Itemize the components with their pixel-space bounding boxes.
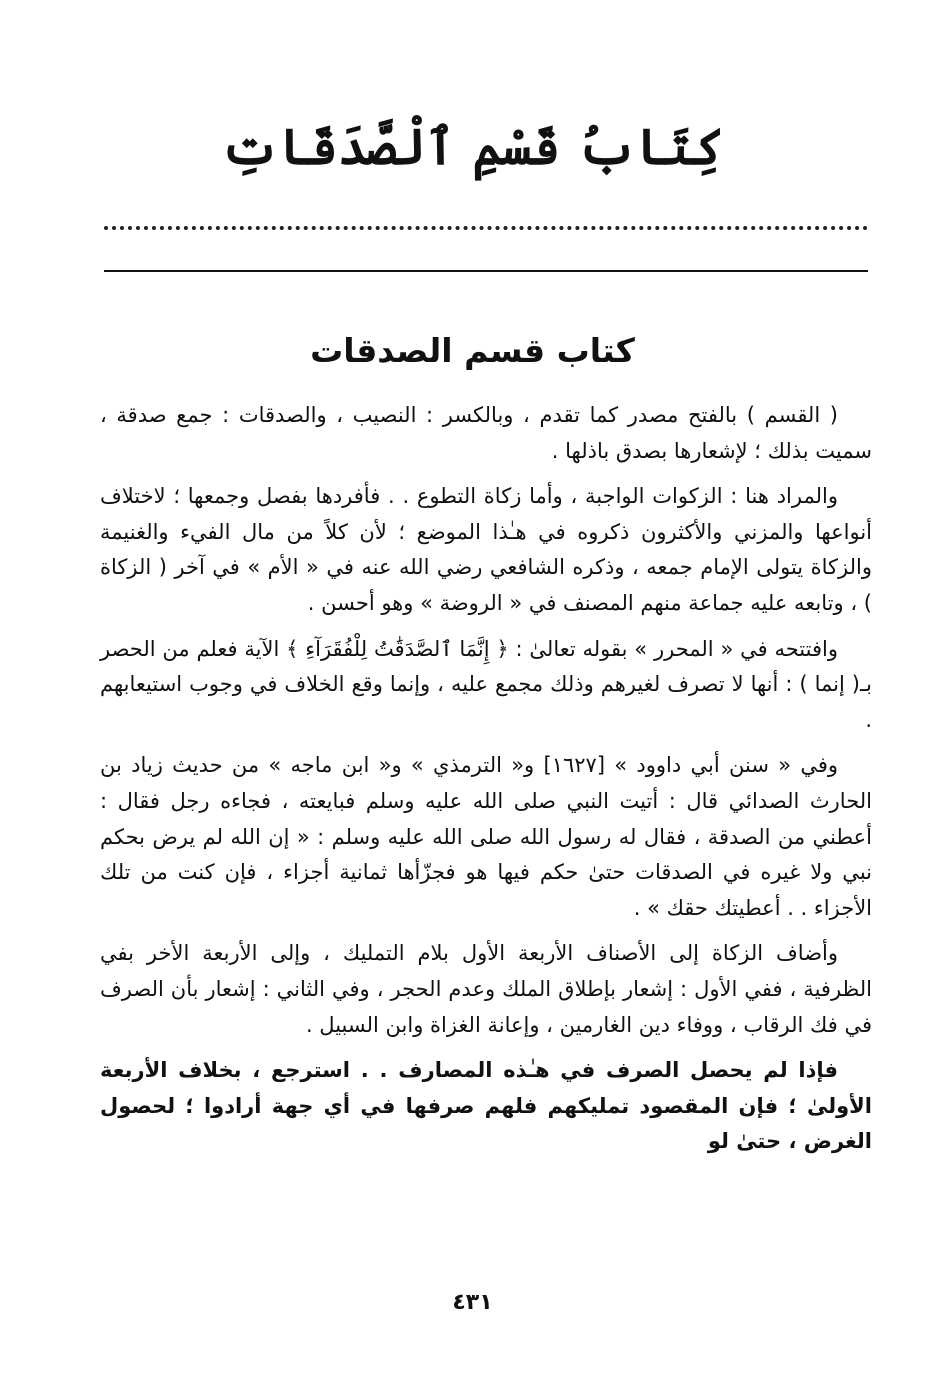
page-number: ٤٣١ (452, 1290, 493, 1315)
paragraph: وفي « سنن أبي داوود » [١٦٢٧] و« الترمذي » و« ابن ماجه » من حديث زياد بن الحارث الصدائي قال : أتيت النبي صلى الله عليه وسلم فبايعته ، فجاءه رجل فقال : أعطني من الصدقة ، فقال له رسول الله صلى الله عليه وسلم : « إن الله لم يرض بحكم نبي ولا غيره في الصدقات حتىٰ حكم فيها هو فجزّأها ثمانية أجزاء ، فإن كنت من تلك الأجزاء . . أعطيتك حقك » . (100, 753, 872, 920)
book-title: كِتَابُ قَسْمِ ٱلْصَّدَقَاتِ (220, 117, 725, 176)
body-text (100, 398, 872, 1170)
dotted-divider (104, 226, 868, 230)
section-title: كتاب قسم الصدقات (310, 331, 635, 370)
paragraph: ( القسم ) بالفتح مصدر كما تقدم ، وبالكسر : النصيب ، والصدقات : جمع صدقة ، سميت بذلك ؛ لإشعارها بصدق باذلها . (100, 403, 872, 463)
paragraph: وأضاف الزكاة إلى الأصناف الأربعة الأول بلام التمليك ، وإلى الأربعة الأخر بفي الظرفية ، ففي الأول : إشعار بإطلاق الملك وعدم الحجر ، وفي الثاني : إشعار بأن الصرف في فك الرقاب ، ووفاء دين الغارمين ، وإعانة الغزاة وابن السبيل . (100, 941, 872, 1037)
paragraph: وافتتحه في « المحرر » بقوله تعالىٰ : ﴿ إِنَّمَا ٱلصَّدَقَٰتُ لِلْفُقَرَآءِ ﴾ الآية فعلم من الحصر بـ( إنما ) : أنها لا تصرف لغيرهم وذلك مجمع عليه ، وإنما وقع الخلاف في وجوب استيعابهم . (100, 636, 872, 732)
solid-divider (104, 270, 868, 272)
paragraph: والمراد هنا : الزكوات الواجبة ، وأما زكاة التطوع . . فأفردها بفصل وجمعها ؛ لاختلاف أنواعها والمزني والأكثرون ذكروه في هـٰذا الموضع ؛ لأن كلاً من مال الفيء والغنيمة والزكاة يتولى الإمام جمعه ، وذكره الشافعي رضي الله عنه في « الأم » في آخر ( الزكاة ) ، وتابعه عليه جماعة منهم المصنف في « الروضة » وهو أحسن . (100, 484, 872, 615)
paragraph: فإذا لم يحصل الصرف في هـٰذه المصارف . . استرجع ، بخلاف الأربعة الأولىٰ ؛ فإن المقصود تمليكهم فلهم صرفها في أي جهة أرادوا ؛ لحصول الغرض ، حتىٰ لو (100, 1058, 872, 1154)
